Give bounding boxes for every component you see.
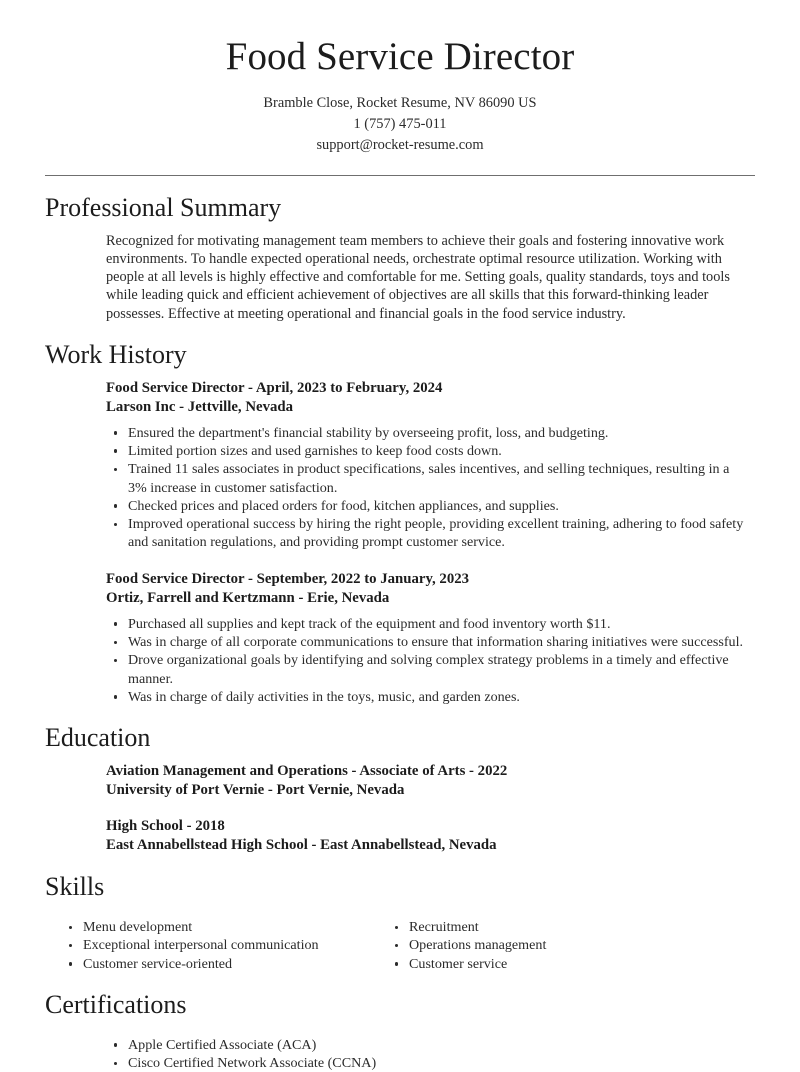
section-heading-summary: Professional Summary — [45, 192, 282, 222]
section-heading-work-history: Work History — [45, 339, 187, 369]
section-skills — [0, 855, 800, 911]
contact-email: support@rocket-resume.com — [316, 136, 484, 153]
education-entry — [106, 817, 755, 855]
list-item: Improved operational success by hiring the right people, providing excellent training, adhering to food safety and sanitation regulations, and providing prompt customer service. — [106, 515, 755, 552]
list-item: Checked prices and placed orders for food, kitchen appliances, and supplies. — [106, 497, 755, 515]
section-education — [0, 706, 800, 855]
list-item: Menu development — [61, 918, 387, 936]
section-heading-education: Education — [45, 723, 151, 753]
education-school: East Annabellstead High School - East Annabellstead, Nevada — [106, 837, 497, 854]
work-history-body — [45, 379, 755, 707]
certifications-body — [45, 1036, 755, 1072]
section-heading-skills: Skills — [45, 872, 105, 902]
work-history-entry — [106, 570, 755, 706]
list-item: Drove organizational goals by identifying and solving complex strategy problems in a timely and effective manner. — [106, 651, 755, 688]
list-item: Recruitment — [387, 918, 713, 936]
section-certifications — [0, 973, 800, 1072]
skills-list-left — [61, 918, 387, 973]
list-item: Was in charge of daily activities in the toys, music, and garden zones. — [106, 688, 755, 706]
job-responsibility-list — [106, 424, 755, 552]
contact-address: Bramble Close, Rocket Resume, NV 86090 US — [263, 94, 537, 111]
list-item: Was in charge of all corporate communications to ensure that information sharing initiatives were successful. — [106, 633, 755, 651]
education-degree: Aviation Management and Operations - Associate of Arts - 2022 — [106, 763, 508, 780]
job-title-line: Food Service Director - September, 2022 to January, 2023 — [106, 570, 470, 587]
section-heading-certifications: Certifications — [45, 989, 187, 1019]
job-responsibility-list — [106, 615, 755, 706]
section-work-history — [0, 323, 800, 706]
list-item: Apple Certified Associate (ACA) — [106, 1036, 755, 1054]
skills-columns — [0, 911, 800, 973]
education-body — [45, 762, 755, 855]
list-item: Operations management — [387, 936, 713, 954]
skills-column-left — [61, 911, 387, 973]
list-item: Customer service — [387, 955, 713, 973]
list-item: Exceptional interpersonal communication — [61, 936, 387, 954]
certifications-list — [106, 1036, 755, 1072]
list-item: Trained 11 sales associates in product specifications, sales incentives, and selling techniques, resulting in a 3% increase in customer satisfaction. — [106, 460, 755, 497]
skills-list-right — [387, 918, 713, 973]
list-item: Cisco Certified Network Associate (CCNA) — [106, 1054, 755, 1072]
summary-body — [45, 232, 755, 323]
education-entry — [106, 762, 755, 800]
section-professional-summary — [0, 176, 800, 323]
work-history-entry — [106, 379, 755, 552]
list-item: Customer service-oriented — [61, 955, 387, 973]
education-degree: High School - 2018 — [106, 818, 225, 835]
job-company-line: Ortiz, Farrell and Kertzmann - Erie, Nevada — [106, 589, 390, 606]
resume-header — [0, 0, 800, 156]
job-title-line: Food Service Director - April, 2023 to February, 2024 — [106, 379, 443, 396]
contact-phone: 1 (757) 475-011 — [353, 115, 447, 132]
summary-text: Recognized for motivating management team members to achieve their goals and fostering innovative work environments. To handle expected operational needs, orchestrate optimal resource utilization. Working with people at all levels is highly effective and comfortable for me. Setting goals, quality standards, toys and tools while leading quick and efficient achievement of objectives are all skills that this forward-thinking leader possesses. Effective at meeting operational and financial goals in the food service industry. — [106, 232, 730, 322]
list-item: Ensured the department's financial stability by overseeing profit, loss, and budgeting. — [106, 424, 755, 442]
job-company-line: Larson Inc - Jettville, Nevada — [106, 398, 293, 415]
education-school: University of Port Vernie - Port Vernie, Nevada — [106, 782, 405, 799]
skills-column-right — [387, 911, 713, 973]
page-title: Food Service Director — [225, 35, 575, 78]
list-item: Purchased all supplies and kept track of the equipment and food inventory worth $11. — [106, 615, 755, 633]
list-item: Limited portion sizes and used garnishes to keep food costs down. — [106, 442, 755, 460]
